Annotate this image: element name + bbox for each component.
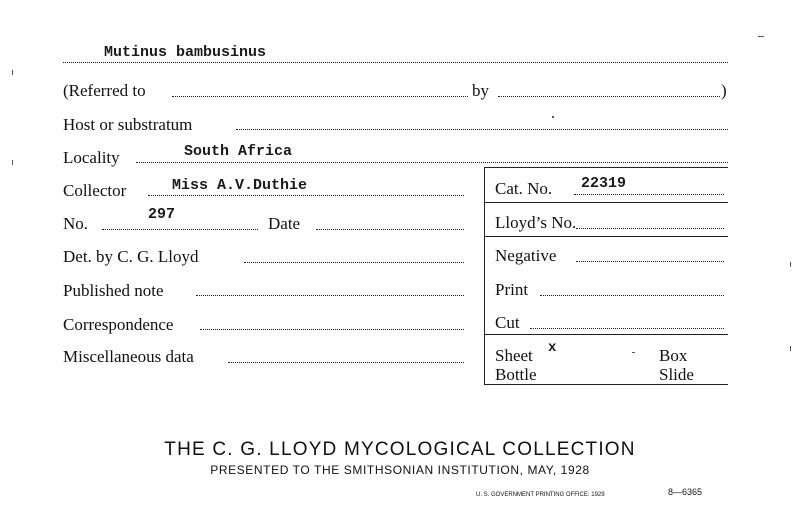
box-top-rule xyxy=(484,167,728,168)
scan-speck xyxy=(552,116,554,118)
specimen-name-line xyxy=(63,62,728,63)
box-divider-2 xyxy=(484,236,728,237)
scan-speck xyxy=(790,262,791,267)
box-divider-3 xyxy=(484,334,728,335)
sheet-label: Sheet xyxy=(495,346,533,365)
locality-label: Locality xyxy=(63,148,120,167)
collection-title: THE C. G. LLOYD MYCOLOGICAL COLLECTION xyxy=(164,439,636,460)
host-line xyxy=(236,129,728,130)
misc-data-label: Miscellaneous data xyxy=(63,347,194,366)
locality-value: South Africa xyxy=(184,143,293,160)
cat-no-value: 22319 xyxy=(581,175,627,192)
box-left-rule xyxy=(484,167,485,385)
host-label: Host or substratum xyxy=(63,115,193,134)
collector-value: Miss A.V.Duthie xyxy=(172,177,308,194)
no-line xyxy=(102,229,258,230)
print-label: Print xyxy=(495,280,529,299)
misc-data-line xyxy=(228,362,464,363)
collection-subtitle: PRESENTED TO THE SMITHSONIAN INSTITUTION, MAY, 1928 xyxy=(210,463,590,477)
close-paren: ) xyxy=(721,81,727,100)
date-line xyxy=(316,229,464,230)
cat-no-line xyxy=(574,194,724,195)
scan-speck xyxy=(632,352,635,353)
box-bottom-rule xyxy=(484,384,728,385)
by-label: by xyxy=(472,81,489,100)
cut-label: Cut xyxy=(495,313,520,332)
referred-to-line xyxy=(172,96,468,97)
det-by-line xyxy=(244,262,464,263)
collector-label: Collector xyxy=(63,181,127,200)
det-by-label: Det. by C. G. Lloyd xyxy=(63,247,199,266)
cut-line xyxy=(530,328,724,329)
no-label: No. xyxy=(63,214,89,233)
box-label: Box xyxy=(659,346,688,365)
scan-speck xyxy=(12,160,13,165)
box-divider-1 xyxy=(484,202,728,203)
negative-label: Negative xyxy=(495,246,557,265)
published-note-label: Published note xyxy=(63,281,164,300)
by-line xyxy=(498,96,720,97)
correspondence-line xyxy=(200,329,464,330)
scan-speck xyxy=(790,346,791,351)
negative-line xyxy=(576,261,724,262)
printing-office-note: U. S. GOVERNMENT PRINTING OFFICE: 1929 xyxy=(476,492,605,498)
sheet-mark: x xyxy=(548,340,557,356)
print-line xyxy=(540,295,724,296)
scan-speck xyxy=(758,36,764,37)
bottle-label: Bottle xyxy=(495,365,537,384)
slide-label: Slide xyxy=(659,365,694,384)
lloyds-no-label: Lloyd’s No. xyxy=(495,213,577,232)
collector-line xyxy=(148,195,464,196)
lloyds-no-line xyxy=(576,228,724,229)
referred-to-label: (Referred to xyxy=(63,81,146,100)
specimen-name: Mutinus bambusinus xyxy=(104,44,267,61)
no-value: 297 xyxy=(148,206,176,223)
date-label: Date xyxy=(268,214,301,233)
correspondence-label: Correspondence xyxy=(63,315,174,334)
locality-line xyxy=(136,162,728,163)
scan-speck xyxy=(12,70,13,75)
form-number: 8—6365 xyxy=(668,487,703,497)
published-note-line xyxy=(196,295,464,296)
cat-no-label: Cat. No. xyxy=(495,179,553,198)
